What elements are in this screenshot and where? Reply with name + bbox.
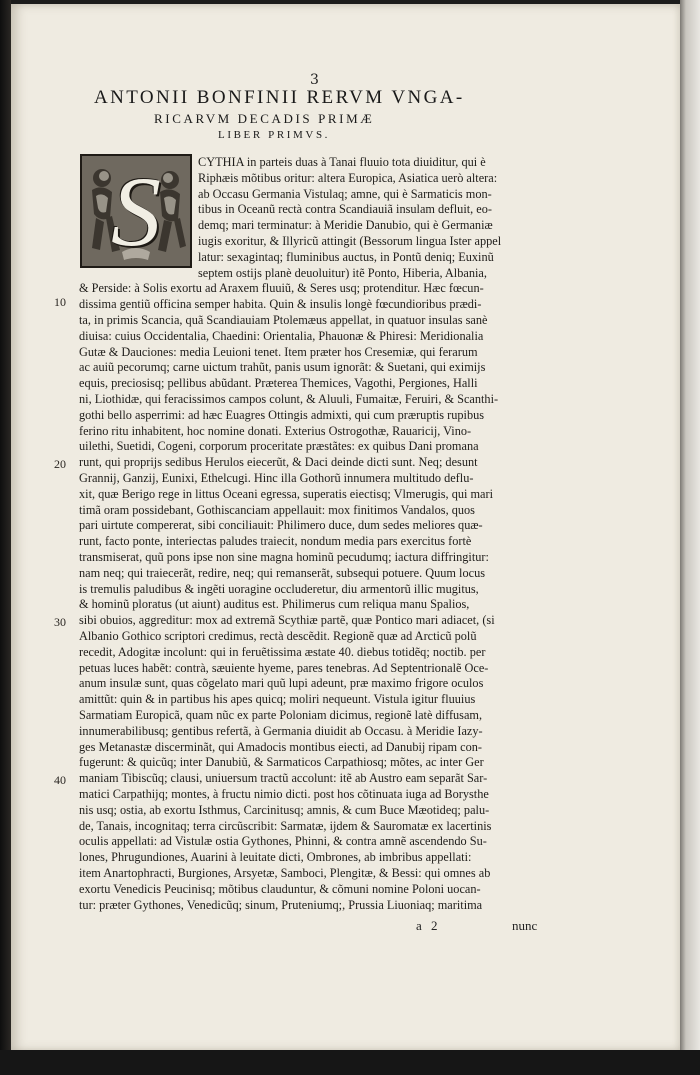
- text-line: diuisa: cuius Occidentalia, Chaedini: Orientalia, Phauonæ & Phiresi: Meridionalia: [79, 329, 484, 343]
- text-line: matici Carpathijq; montes, à fructu nimio dicti. post hos cõtinuata iuga ad Borysthe: [79, 787, 489, 801]
- text-line: CYTHIA in parteis duas à Tanai fluuio tota diuiditur, qui è: [198, 155, 486, 169]
- text-line: iugis exoritur, & Illyricũ attingit (Bessorum lingua Ister appel: [198, 234, 502, 248]
- signature-mark: a 2: [416, 918, 441, 933]
- text-line: transmiserat, quũ pons ipse non sine magna hominũ pecudumq; iactura diffringitur:: [79, 550, 489, 564]
- text-line: gothi bello asperrimi: ad hæc Euagres Ottingis admixti, qui cum præruptis rupibus: [79, 408, 485, 422]
- text-line: ges Metanastæ discerminãt, qui Amadocis montibus eiecti, ad Danubij ripam con-: [79, 740, 482, 754]
- text-line: exortu Venedicis Peucinisq; mõtibus clauduntur, & cõmuni nomine Poloni uocan-: [79, 882, 481, 896]
- text-line: nis usq; ostia, ab exortu Isthmus, Carcinitusq; amnis, & cum Buce Mæotideq; palu-: [79, 803, 490, 817]
- text-line: de, Tanais, incognitaq; terra circũscribit: Sarmatæ, ijdem & Sauromatæ ex lacertinis: [79, 819, 492, 833]
- text-line: ferino ritu inhabitent, hoc nomine donati. Exterius Ostrogothæ, Rauaricij, Vino-: [79, 424, 472, 438]
- page-number: 3: [310, 72, 319, 88]
- text-line: oculis appellati: ad Vistulæ ostia Gythones, Phinni, & contra amnẽ ascendendo Su-: [79, 834, 487, 848]
- text-line: fugerunt: & quicũq; inter Danubiũ, & Sarmaticos Carpathiosq; mõtes, ac inter Ger: [79, 755, 484, 769]
- catchword: nunc: [512, 918, 538, 933]
- text-line: amittũt: quin & in partibus his apes quicq; moliri nequeunt. Vistula igitur fluuius: [79, 692, 476, 706]
- title-line-1: ANTONII BONFINII RERVM VNGA-: [94, 87, 465, 108]
- text-line: uilethi, Suetidi, Cogeni, corporum proceritate præstãtes: ex quibus Dani promana: [79, 439, 479, 453]
- text-line: is tremulis paludibus & ingẽti uoragine occluderetur, diu armentorũ illic mugitus,: [79, 582, 479, 596]
- facing-page-edge: [680, 0, 700, 1075]
- text-line: Gutæ & Dauciones: media Leuioni tenet. Item præter hos Cresemiæ, qui ferarum: [79, 345, 478, 359]
- text-line: sibi obuios, aggreditur: mox ad extremã Scythiæ partẽ, quæ Pontico mari adiacet, (si: [79, 613, 495, 627]
- text-line: Albanio Gothico scriptori credimus, rectà descẽdit. Regionẽ quæ ad Arcticũ polũ: [79, 629, 477, 643]
- text-line: item Anartophracti, Burgiones, Arsyetæ, Samboci, Plengitæ, & Bessi: qui omnes ab: [79, 866, 491, 880]
- text-line: tur: præter Gythones, Venedicũq; sinum, Pruteniumq;, Prussia Liuoniaq; maritima: [79, 898, 483, 912]
- line-number: 30: [54, 615, 66, 629]
- text-line: recedit, Adogitæ incolunt: qui in feruẽtissima æstate 40. diebus totidẽq; noctib. per: [79, 645, 486, 659]
- text-line: maniam Tibiscũq; clausi, uniuersum tractũ accolunt: itẽ ab Austro eam separãt Sar-: [79, 771, 488, 785]
- book-title: [80, 86, 600, 142]
- text-line: anum insulæ sunt, quas cõgelato mari quũ lupi adeunt, præ maximo frigore oculos: [79, 676, 484, 690]
- line-number: 10: [54, 295, 66, 309]
- text-line: innumerabilibusq; gentibus refertã, à Germania diuidit ab Occasu. à Meridie Iazy-: [79, 724, 483, 738]
- title-line-3: LIBER PRIMVS.: [218, 129, 331, 141]
- text-line: Riphæis mõtibus oritur: altera Europica, Asiatica uerò altera:: [198, 171, 498, 185]
- text-line: nam neq; qui traiecerãt, redire, neq; qui remanserãt, subsequi potuere. Quum locus: [79, 566, 486, 580]
- initial-letter-s: S: [111, 155, 161, 267]
- line-number: 20: [54, 457, 66, 471]
- text-line: pari uirtute compererat, sibi conciliauit: Philimero duce, dum sedes meliores quæ-: [79, 518, 483, 532]
- text-line: septem ostijs planè deuoluitur) itẽ Ponto, Hiberia, Albania,: [198, 266, 487, 280]
- scan-background: [0, 1050, 700, 1075]
- text-line: & hominũ ploratus (ut aiunt) auditus est. Philimerus cum reliqua manu Spalios,: [79, 597, 470, 611]
- text-line: dissima gentiũ officina semper habita. Quin & insulis longè fœcundioribus prædi-: [79, 297, 482, 311]
- text-line: latur: sexagintaq; fluminibus auctus, in Pontũ deniq; Euxinũ: [198, 250, 494, 264]
- text-line: ab Occasu Germania Vistulaq; amne, qui è Sarmaticis mon-: [198, 187, 492, 201]
- text-line: Grannij, Ganzij, Eunixi, Ethelcugi. Hinc illa Gothorũ innumera multitudo deflu-: [79, 471, 474, 485]
- text-line: equis, preciosisq; pellibus abũdant. Præterea Themices, Vagothi, Pergiones, Halli: [79, 376, 478, 390]
- text-line: timã oram possidebant, Gothiscanciam appellauit: mox finitimos Vandalos, quos: [79, 503, 475, 517]
- text-line: runt, facto ponte, interiectas paludes traiecit, nondum media pars exercitus fortè: [79, 534, 472, 548]
- text-line: petuas luces habẽt: contrà, sæuiente hyeme, pares tenebras. Ad Septentrionalẽ Oce-: [79, 661, 489, 675]
- text-line: demq; mari terminatur: à Meridie Danubio, qui è Germaniæ: [198, 218, 493, 232]
- text-line: Sarmatiam Europicã, quam nũc ex parte Poloniam dicimus, regionẽ latè diffusam,: [79, 708, 483, 722]
- text-line: ta, in primis Scancia, quã Scandiauiam Ptolemæus appellat, in quatuor insulas sanè: [79, 313, 488, 327]
- text-line: runt, qui proprijs sedibus Herulos eiecerũt, & Daci deinde dicti sunt. Neq; desunt: [79, 455, 478, 469]
- decorated-initial: [80, 154, 192, 268]
- text-line: xit, quæ Berigo rege in littus Oceani egressa, superatis eiectisq; Vlmerugis, qui mari: [79, 487, 494, 501]
- text-line: tibus in Oceanũ rectà contra Scandiauiã insulam defluit, eo-: [198, 202, 492, 216]
- text-line: lones, Phrugundiones, Auarini à leuitate dicti, Ombrones, ab imbribus appellati:: [79, 850, 472, 864]
- text-line: ac auiũ pecorumq; carne uictum trahũt, panis usum ignorãt: & Suetani, qui eximijs: [79, 360, 486, 374]
- title-line-2: RICARVM DECADIS PRIMÆ: [154, 111, 375, 126]
- line-number: 40: [54, 773, 66, 787]
- text-line: & Perside: à Solis exortu ad Araxem fluuiũ, & Seres usq; protenditur. Hæc fœcun-: [79, 281, 484, 295]
- text-line: ni, Liothidæ, qui feracissimos campos colunt, & Aluuli, Fumaitæ, Feruiri, & Scanthi-: [79, 392, 499, 406]
- book-gutter: [0, 0, 11, 1075]
